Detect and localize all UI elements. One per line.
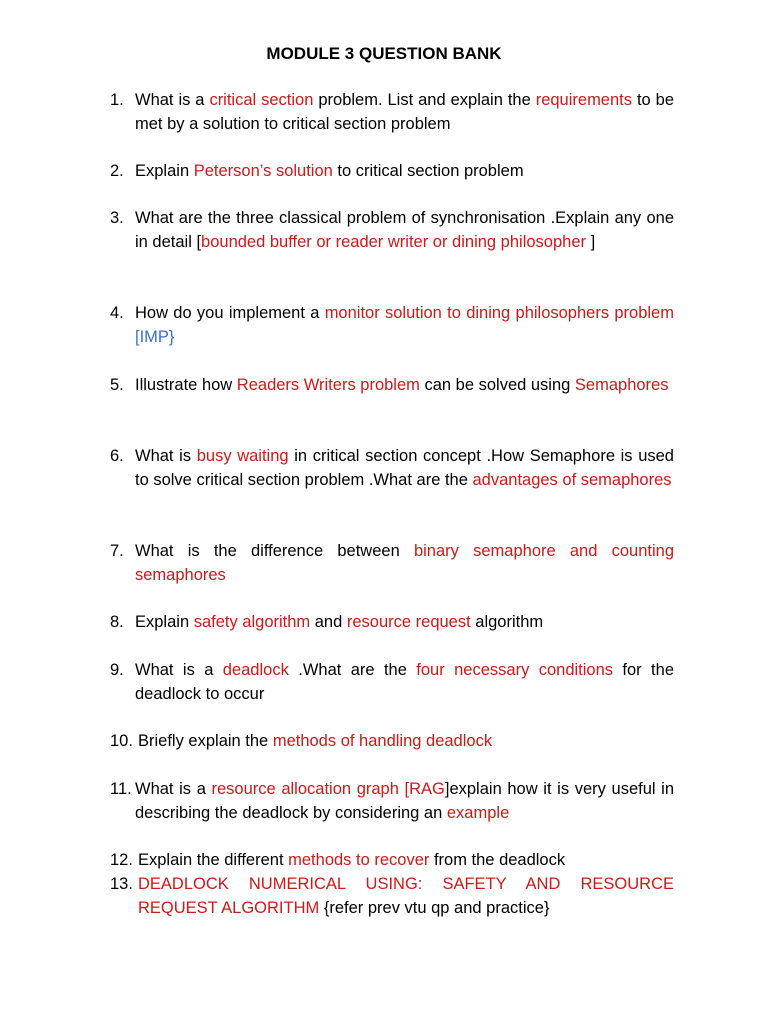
question-number: 12. xyxy=(110,851,133,869)
question-6 xyxy=(110,444,674,492)
question-text: DEADLOCK NUMERICAL USING: SAFETY AND RESOURCE REQUEST ALGORITHM {refer prev vtu qp and practice} xyxy=(138,875,674,917)
question-number: 8. xyxy=(110,613,124,631)
question-number: 3. xyxy=(110,209,124,227)
question-text: What is busy waiting in critical section concept .How Semaphore is used to solve critical section problem .What are the advantages of semaphores xyxy=(135,447,674,489)
question-text: Illustrate how Readers Writers problem can be solved using Semaphores xyxy=(135,376,669,394)
question-text: What is a deadlock .What are the four necessary conditions for the deadlock to occur xyxy=(135,661,674,703)
question-number: 13. xyxy=(110,875,133,893)
question-number: 9. xyxy=(110,661,124,679)
question-text: What is a critical section problem. List and explain the requirements to be met by a solution to critical section problem xyxy=(135,91,674,133)
question-number: 4. xyxy=(110,304,124,322)
question-text: Explain Peterson’s solution to critical section problem xyxy=(135,162,524,180)
question-12 xyxy=(110,848,674,872)
question-text: What are the three classical problem of synchronisation .Explain any one in detail [bounded buffer or reader writer or dining philosopher ] xyxy=(135,209,674,251)
question-1 xyxy=(110,88,674,136)
question-number: 10. xyxy=(110,732,133,750)
question-8 xyxy=(110,610,674,634)
question-text: Explain the different methods to recover from the deadlock xyxy=(138,851,566,869)
question-10 xyxy=(110,729,674,753)
question-text: What is a resource allocation graph [RAG]explain how it is very useful in describing the deadlock by considering an example xyxy=(135,780,675,822)
question-11 xyxy=(110,777,674,825)
question-number: 5. xyxy=(110,376,124,394)
question-9 xyxy=(110,658,674,706)
question-number: 7. xyxy=(110,542,124,560)
question-4 xyxy=(110,301,674,349)
question-text: What is the difference between binary semaphore and counting semaphores xyxy=(135,542,674,584)
question-2 xyxy=(110,159,674,183)
question-text: Explain safety algorithm and resource request algorithm xyxy=(135,613,544,631)
page-title: MODULE 3 QUESTION BANK xyxy=(266,44,502,63)
question-text: Briefly explain the methods of handling deadlock xyxy=(138,732,493,750)
question-13 xyxy=(110,872,674,920)
question-7 xyxy=(110,539,674,587)
question-number: 2. xyxy=(110,162,124,180)
question-number: 6. xyxy=(110,447,124,465)
question-text: How do you implement a monitor solution to dining philosophers problem [IMP} xyxy=(135,304,674,346)
question-number: 11. xyxy=(110,780,132,798)
question-5 xyxy=(110,373,674,397)
question-3 xyxy=(110,206,674,254)
imp-tag: [IMP} xyxy=(135,328,175,346)
question-number: 1. xyxy=(110,91,124,109)
